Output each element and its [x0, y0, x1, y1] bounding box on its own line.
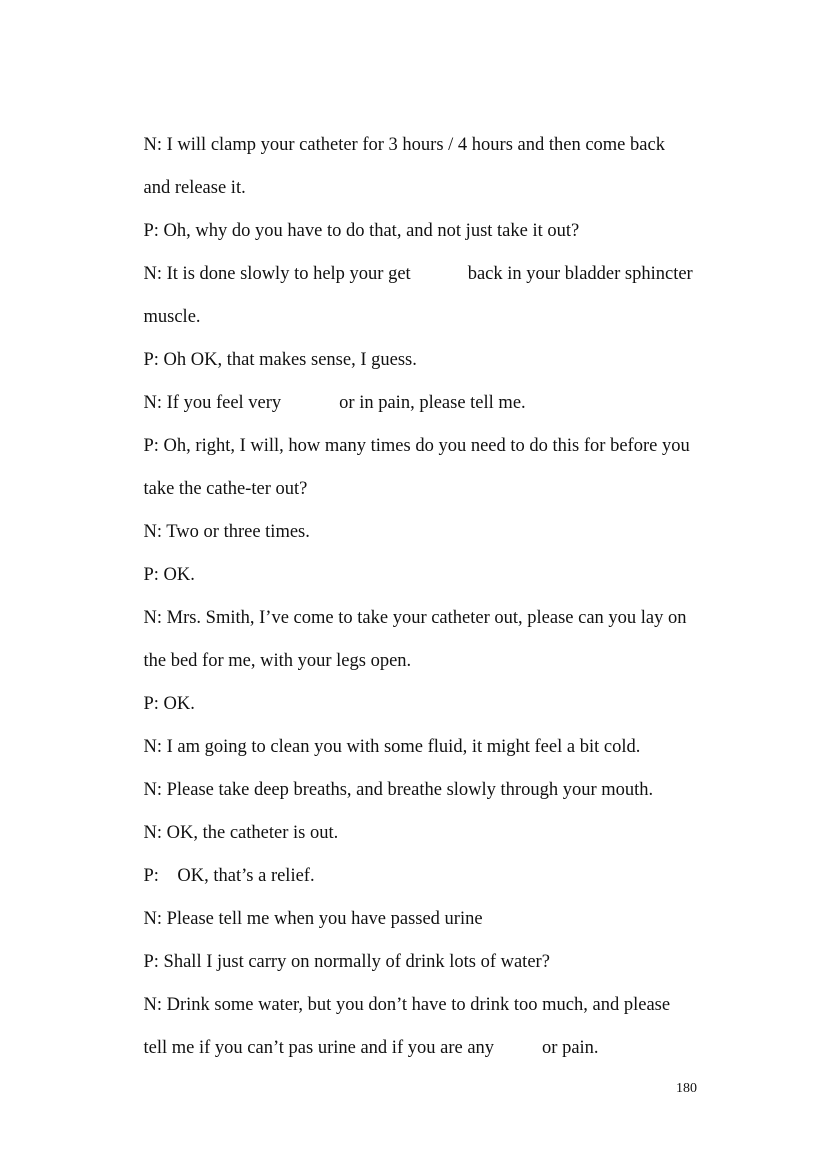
line-text-continued: or in pain, please tell me.	[339, 393, 526, 413]
line-text: N: Drink some water, but you don’t have to drink too much, and please	[143, 995, 671, 1015]
dialogue-line	[125, 241, 693, 307]
line-text: muscle.	[143, 307, 201, 327]
line-text: take the cathe-ter out?	[143, 479, 308, 499]
line-text: N: Please tell me when you have passed urine	[143, 909, 483, 929]
page-number: 180	[676, 1081, 697, 1096]
line-text: N: Two or three times.	[143, 522, 310, 542]
line-text: the bed for me, with your legs open.	[143, 651, 412, 671]
line-text: N: It is done slowly to help your get	[143, 264, 411, 284]
line-text: N: Please take deep breaths, and breathe slowly through your mouth.	[143, 780, 654, 800]
line-text: N: I will clamp your catheter for 3 hours / 4 hours and then come back	[143, 135, 665, 155]
dialogue-line	[125, 1015, 599, 1081]
line-text: N: I am going to clean you with some fluid, it might feel a bit cold.	[143, 737, 641, 757]
line-text: and release it.	[143, 178, 246, 198]
line-text: N: If you feel very	[143, 393, 282, 413]
line-text-continued: or pain.	[542, 1038, 599, 1058]
line-text: P: Shall I just carry on normally of drink lots of water?	[143, 952, 550, 972]
line-text: P: OK.	[143, 565, 195, 585]
line-text: N: OK, the catheter is out.	[143, 823, 339, 843]
line-text: tell me if you can’t pas urine and if you are any	[143, 1038, 495, 1058]
line-text: P: Oh, right, I will, how many times do you need to do this for before you	[143, 436, 690, 456]
line-text: P: Oh, why do you have to do that, and not just take it out?	[143, 221, 580, 241]
line-text: P: Oh OK, that makes sense, I guess.	[143, 350, 417, 370]
line-text-continued: back in your bladder sphincter	[467, 264, 693, 284]
line-text: P: OK.	[143, 694, 195, 714]
line-text: P: OK, that’s a relief.	[143, 866, 315, 886]
line-text: N: Mrs. Smith, I’ve come to take your catheter out, please can you lay on	[143, 608, 687, 628]
